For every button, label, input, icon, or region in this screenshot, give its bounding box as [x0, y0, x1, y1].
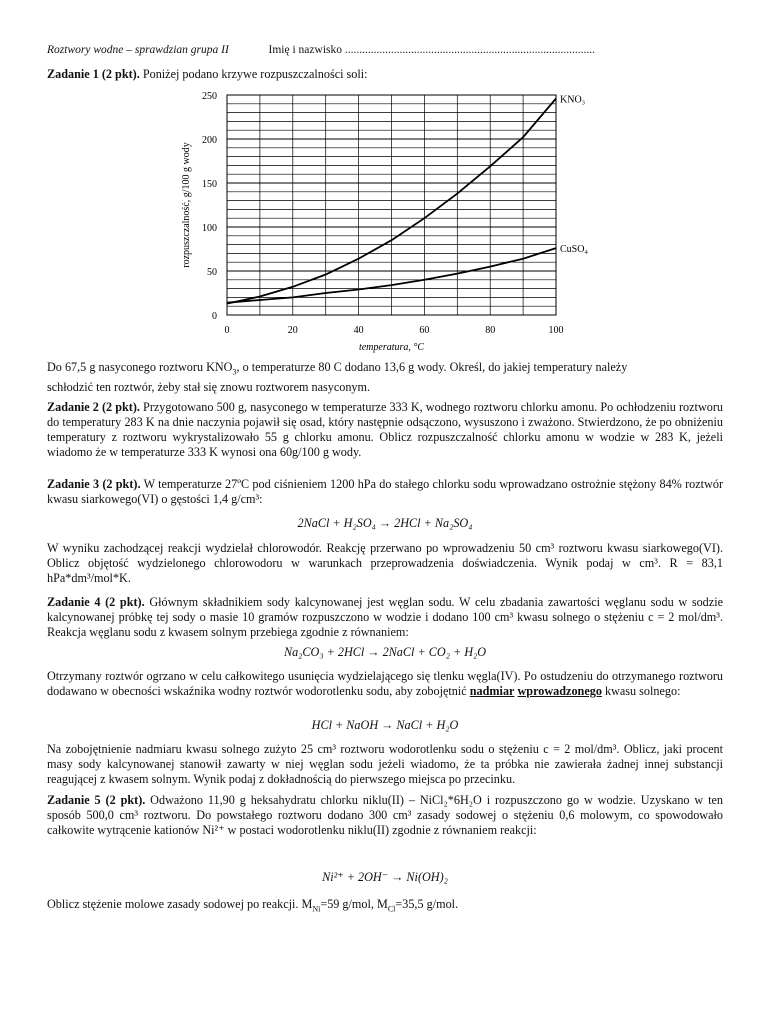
x-tick-label: 0	[224, 325, 230, 336]
task4-equation1: Na₂CO₃ + 2HCl → 2NaCl + CO₂ + H₂O	[283, 645, 487, 659]
task4-text3: Na zobojętnienie nadmiaru kwasu solnego zużyto 25 cm³ roztworu wodorotlenku sodu o stężeniu c = 2 mol/dm³. Oblicz, jaki procent masy sody kalcynowanej stanowił zawarty w niej węglan sodu jeżeli wiadomo, że ta próbka nie zawierała żadnej innej substancji reagującej z kwasem solnym. Wynik podaj z dokładnością do pierwszego miejsca po przecinku.	[47, 742, 723, 786]
task1-intro: Poniżej podano krzywe rozpuszczalności soli:	[139, 67, 368, 81]
task1-question: Do 67,5 g nasyconego roztworu $KNO_3$, o temperaturze 80 C dodano 13,6 g wody. Określ, do jakiej temperatury należy	[47, 360, 628, 377]
task5-text: Zadanie 5 (2 pkt). Odważono 11,90 g heksahydratu chlorku niklu(II) – NiCl₂*6H₂O i rozpuszczono go w wodzie. Uzyskano w ten sposób 500,0 cm³ roztworu. Do powstałego roztworu dodano 300 cm³ zasady sodowej o stężeniu 0,6 molowym, co spowodowało całkowite wytrącenie kationów Ni²⁺ w postaci wodorotlenku niklu(II) zgodnie z równaniem reakcji:	[47, 793, 723, 837]
task5-title: Zadanie 5 (2 pkt).	[47, 793, 146, 807]
x-axis-label: temperatura, °C	[358, 342, 425, 353]
series-label: KNO₃	[560, 94, 586, 106]
task4-equation2: HCl + NaOH → NaCl + H₂O	[311, 718, 459, 732]
header-title: Roztwory wodne – sprawdzian grupa II	[47, 44, 229, 56]
x-tick-label: 40	[353, 325, 364, 336]
y-axis-label: rozpuszczalność, g/100 g wody	[181, 142, 192, 268]
name-dots: .......................................................................................	[344, 44, 595, 56]
y-tick-label: 150	[202, 179, 217, 190]
x-tick-label: 20	[287, 325, 298, 336]
x-tick-label: 100	[548, 325, 564, 336]
task1-question-end: schłodzić ten roztwór, żeby stał się znowu roztworem nasyconym.	[47, 380, 371, 394]
task4-text2: Otrzymany roztwór ogrzano w celu całkowitego usunięcia wydzielającego się tlenku węgla(IV). Po ostudzeniu do otrzymanego roztworu dodawano w obecności wskaźnika wodny roztwór wodorotlenku sodu, aby zobojętnić nadmiar wprowadzonego kwasu solnego:	[47, 669, 723, 698]
x-tick-label: 60	[419, 325, 430, 336]
task2-text: Zadanie 2 (2 pkt). Przygotowano 500 g, nasyconego w temperaturze 333 K, wodnego roztworu chlorku amonu. Po ochłodzeniu roztworu do temperatury 283 K na dnie naczynia pojawił się osad, który następnie odsączono, wysuszono i zważono. Stwierdzono, że po obniżeniu temperatury z roztworu wykrystalizowało 55 g chlorku amonu. Oblicz rozpuszczalność chlorku amonu w wodzie w 283 K, jeżeli wiadomo że w temperaturze 333 K wynosi ona 60g/100 g wody.	[47, 400, 723, 459]
task2-title: Zadanie 2 (2 pkt).	[47, 400, 140, 414]
solubility-chart	[170, 82, 610, 360]
page-header	[47, 43, 727, 58]
y-tick-label: 100	[202, 223, 217, 234]
task3-text2: W wyniku zachodzącej reakcji wydzielał chlorowodór. Reakcję przerwano po wprowadzeniu 50 cm³ roztworu kwasu siarkowego(VI). Oblicz objętość wydzielonego chlorowodoru w warunkach przeprowadzenia doświadczenia. Wynik podaj w cm³. R = 83,1 hPa*dm³/mol*K.	[47, 541, 723, 585]
y-tick-label: 200	[202, 135, 217, 146]
task1-heading	[47, 67, 727, 82]
series-label: CuSO₄	[560, 244, 588, 256]
y-tick-label: 0	[212, 311, 217, 322]
task4-title: Zadanie 4 (2 pkt).	[47, 595, 145, 609]
underlined-nadmiar: nadmiar	[469, 684, 515, 698]
y-tick-label: 50	[207, 267, 217, 278]
x-tick-label: 80	[485, 325, 496, 336]
underlined-wprowadzonego: wprowadzonego	[517, 684, 602, 698]
y-tick-label: 250	[202, 91, 217, 102]
task3-title: Zadanie 3 (2 pkt).	[47, 477, 141, 491]
name-label: Imię i nazwisko	[268, 44, 342, 56]
task5-final: Oblicz stężenie molowe zasady sodowej po reakcji. $M_{Ni}=59$ g/mol, $M_{Cl}=35,5$ g/mol.	[47, 897, 459, 914]
task1-title: Zadanie 1 (2 pkt).	[47, 67, 140, 81]
task4-text: Zadanie 4 (2 pkt). Głównym składnikiem sody kalcynowanej jest węglan sodu. W celu zbadania zawartości węglanu sodu w sodzie kalcynowanej próbkę tej sody o masie 10 gramów rozpuszczono w wodzie i dodano 100 cm³ kwasu solnego o stężeniu c = 2 mol/dm³. Reakcja węglanu sodu z kwasem solnym przebiega zgodnie z równaniem:	[47, 595, 723, 639]
task5-equation: Ni²⁺ + 2OH⁻ → Ni(OH)₂	[322, 870, 448, 884]
task3-text: Zadanie 3 (2 pkt). W temperaturze 27ºC pod ciśnieniem 1200 hPa do stałego chlorku sodu wprowadzano ostrożnie stężony 84% roztwór kwasu siarkowego(VI) o gęstości 1,4 g/cm³:	[47, 477, 723, 506]
task3-equation: 2NaCl + H₂SO₄ → 2HCl + Na₂SO₄	[297, 516, 473, 530]
